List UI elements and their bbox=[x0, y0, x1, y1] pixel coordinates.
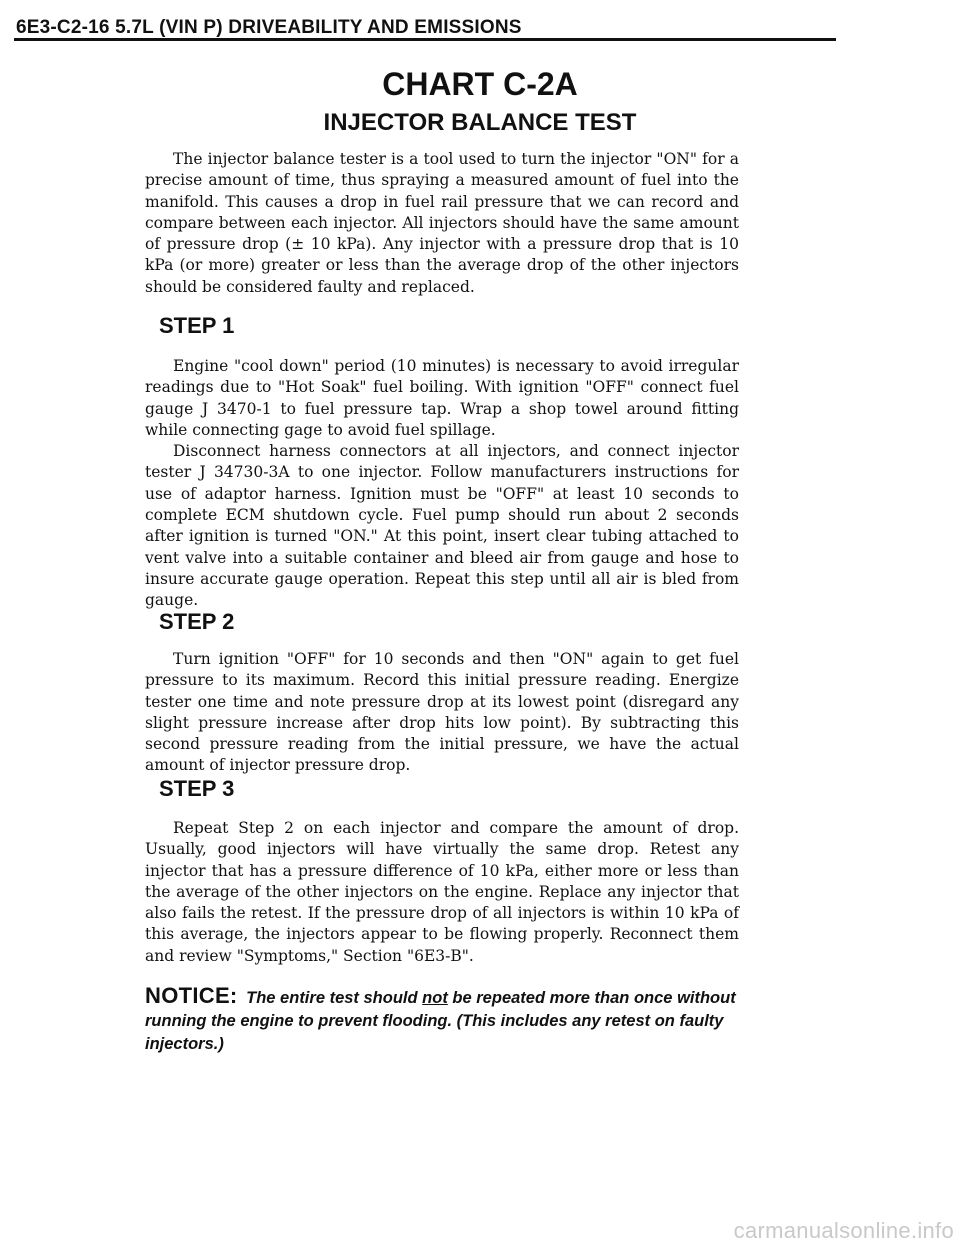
notice-text-after: be repeated more than once without running the engine to prevent flooding. (This includes any retest on faulty injectors.) bbox=[145, 989, 736, 1053]
chart-subtitle: INJECTOR BALANCE TEST bbox=[323, 109, 637, 136]
step-1-body bbox=[145, 356, 739, 612]
notice-box bbox=[145, 984, 745, 1056]
intro-section bbox=[145, 149, 739, 298]
step-2-body bbox=[145, 649, 739, 777]
intro-paragraph: The injector balance tester is a tool used to turn the injector "ON" for a precise amount of time, thus spraying a measured amount of fuel into the manifold. This causes a drop in fuel rail pressure that we can record and compare between each injector. All injectors should have the same amount of pressure drop (± 10 kPa). Any injector with a pressure drop that is 10 kPa (or more) greater or less than the average drop of the other injectors should be considered faulty and replaced. bbox=[145, 150, 739, 296]
chart-title: CHART C-2A bbox=[382, 66, 578, 102]
step-3-heading: STEP 3 bbox=[159, 776, 235, 801]
page-header-title: 6E3-C2-16 5.7L (VIN P) DRIVEABILITY AND EMISSIONS bbox=[16, 17, 522, 38]
notice-text-before: The entire test should bbox=[246, 989, 418, 1007]
step-1-heading: STEP 1 bbox=[159, 313, 235, 338]
step-1-paragraph-1: Engine "cool down" period (10 minutes) is necessary to avoid irregular readings due to "Hot Soak" fuel boiling. With ignition "OFF" connect fuel gauge J 3470-1 to fuel pressure tap. Wrap a shop towel around fitting while connecting gage to avoid fuel spillage. bbox=[145, 357, 739, 439]
notice-label: NOTICE: bbox=[145, 983, 238, 1008]
step-2-paragraph-1: Turn ignition "OFF" for 10 seconds and then "ON" again to get fuel pressure to its maximum. Record this initial pressure reading. Energize tester one time and note pressure drop at its lowest point (disregard any slight pressure increase after drop hits low point). By subtracting this second pressure reading from the initial pressure, we have the actual amount of injector pressure drop. bbox=[145, 650, 739, 775]
step-3-paragraph-1: Repeat Step 2 on each injector and compare the amount of drop. Usually, good injectors will have virtually the same drop. Retest any injector that has a pressure difference of 10 kPa, either more or less than the average of the other injectors on the engine. Replace any injector that also fails the retest. If the pressure drop of all injectors is within 10 kPa of this average, the injectors appear to be flowing properly. Reconnect them and review "Symptoms," Section "6E3-B". bbox=[145, 819, 739, 965]
step-3-body bbox=[145, 818, 739, 967]
notice-underlined-word: not bbox=[422, 989, 448, 1007]
step-1-paragraph-2: Disconnect harness connectors at all injectors, and connect injector tester J 34730-3A to one injector. Follow manufacturers instructions for use of adaptor harness. Ignition must be "OFF" at least 10 seconds to complete ECM shutdown cycle. Fuel pump should run about 2 seconds after ignition is turned "ON." At this point, insert clear tubing attached to vent valve into a suitable container and bleed air from gauge and hose to insure accurate gauge operation. Repeat this step until all air is bled from gauge. bbox=[145, 442, 739, 610]
page-header bbox=[14, 18, 836, 41]
watermark: carmanualsonline.info bbox=[733, 1218, 954, 1243]
step-2-heading: STEP 2 bbox=[159, 609, 235, 634]
